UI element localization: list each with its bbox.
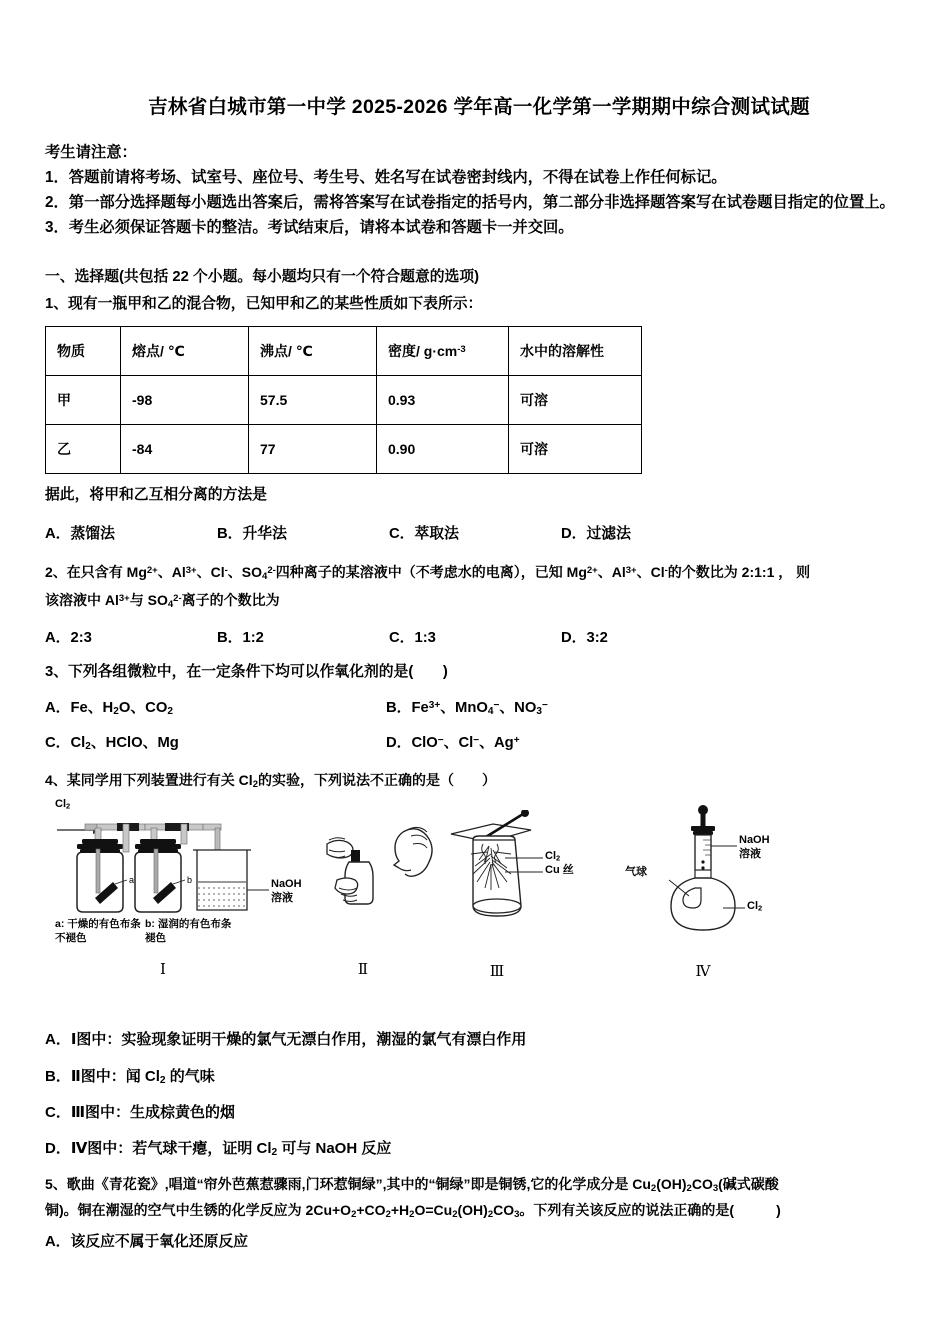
q3-option-row-2: [45, 726, 913, 761]
figure-4-naoh-label: [739, 834, 770, 862]
solution-text: 溶液: [271, 892, 293, 905]
q2-text: 四种离子的某溶液中（不考虑水的电离），已知 Mg: [275, 564, 587, 581]
cl2-text: Cl: [545, 850, 556, 863]
properties-table: [45, 326, 642, 474]
q5-sub: 2: [351, 1208, 357, 1220]
q3-text: 、NO: [499, 700, 537, 717]
q5-text: (碱式碳酸: [718, 1175, 779, 1192]
q2-sup: -: [664, 565, 668, 577]
q3-sub: 4: [487, 706, 494, 718]
table-row: [46, 376, 642, 425]
q5-sub: 2: [686, 1182, 692, 1194]
figure-4-cl2-label: [747, 900, 762, 914]
page-content: [45, 96, 913, 1259]
q3-sup: −: [473, 734, 480, 746]
roman-4: Ⅳ: [695, 964, 711, 981]
question-2-stem-line1: [45, 559, 913, 587]
q4-text: 4、某同学用下列装置进行有关 Cl: [45, 771, 253, 788]
cl2-label-text: Cl: [55, 798, 66, 811]
q4-sub: 2: [159, 1075, 166, 1087]
q4-sub: 2: [252, 778, 258, 790]
option-b[interactable]: B．1:2: [217, 630, 264, 647]
question-4-stem: [45, 767, 913, 795]
cl2-sub: 2: [758, 904, 763, 914]
figure-4-svg: [625, 804, 815, 932]
q3-text: 、Cl: [443, 735, 474, 752]
option-a[interactable]: A．Ⅰ图中：实验现象证明干燥的氯气无漂白作用，潮湿的氯气有漂白作用: [45, 1031, 527, 1049]
figure-1-naoh-label: [271, 878, 302, 906]
q5-text: 铜)。铜在潮湿的空气中生锈的化学反应为 2Cu+O: [45, 1201, 352, 1218]
q5-sub: 2: [409, 1208, 415, 1220]
q5-text: 。下列有关该反应的说法正确的是( ): [519, 1201, 781, 1218]
option-c[interactable]: [45, 726, 386, 761]
figure-4-flask-with-balloon: [625, 804, 815, 981]
figure-3-svg: [445, 810, 625, 930]
naoh-text: NaOH: [739, 834, 770, 847]
th-solubility: 水中的溶解性: [509, 327, 642, 376]
q3-sub: 3: [536, 706, 542, 718]
q5-text: CO: [493, 1201, 515, 1218]
q3-text: C．Cl: [45, 735, 86, 752]
q5-sub: 2: [452, 1208, 458, 1220]
cell-melting-point: -84: [121, 425, 249, 474]
q5-sub: 2: [385, 1208, 391, 1220]
cell-boiling-point: 77: [249, 425, 377, 474]
q3-sub: 2: [167, 706, 173, 718]
question-1-tail: 据此，将甲和乙互相分离的方法是: [45, 487, 267, 504]
svg-text:a: a: [129, 875, 135, 886]
q3-text: D．ClO: [386, 735, 438, 752]
q3-sup: −: [437, 734, 444, 746]
q4-text: 可与 NaOH 反应: [277, 1140, 392, 1158]
q4-text: D．Ⅳ图中：若气球干瘪，证明 Cl: [45, 1140, 272, 1158]
q2-text: 、Cl: [196, 564, 225, 581]
option-a[interactable]: A．蒸馏法: [45, 526, 115, 543]
option-d[interactable]: D．3:2: [561, 630, 608, 647]
roman-3: Ⅲ: [489, 964, 505, 981]
q3-sup: −: [493, 700, 500, 712]
cell-solubility: 可溶: [509, 425, 642, 474]
q2-sup: 3+: [185, 565, 197, 577]
q2-text: 、Cl: [636, 564, 665, 581]
question-3-stem: 3、下列各组微粒中，在一定条件下均可以作氧化剂的是( ): [45, 664, 448, 681]
question-1-options: [45, 522, 913, 543]
q3-text: 、HClO、Mg: [90, 735, 179, 752]
figure-2-smelling-gas: [325, 814, 445, 979]
q4-sub: 2: [271, 1147, 278, 1159]
notice-heading: 考生请注意：: [45, 144, 137, 162]
q2-text: 的个数比为 2:1:1 ， 则: [667, 564, 811, 581]
q5-sub: 2: [487, 1208, 494, 1220]
option-d[interactable]: [386, 726, 520, 761]
q2-sub: 4: [262, 571, 268, 583]
q2-sup: 2-: [267, 565, 276, 577]
q3-text: 、Ag: [479, 735, 514, 752]
q5-text: +CO: [356, 1201, 386, 1218]
balloon-text: 气球: [625, 866, 647, 879]
q5-text: (OH): [656, 1175, 687, 1192]
caption-a-text: a: 干燥的有色布条不褪色: [55, 918, 141, 945]
question-3-options: [45, 691, 913, 761]
figure-3-cu-label: [545, 864, 574, 878]
figure-3-copper-in-chlorine: [445, 810, 625, 981]
q2-text: 、Al: [157, 564, 186, 581]
q4-text: 的实验，下列说法不正确的是（ ）: [257, 771, 496, 788]
notice-item-1: 1．答题前请将考场、试室号、座位号、考生号、姓名写在试卷密封线内，不得在试卷上作任何标记。: [45, 169, 727, 187]
cl2-text: Cl: [747, 900, 758, 913]
question-5-option-a[interactable]: A．该反应不属于氧化还原反应: [45, 1234, 249, 1251]
option-c[interactable]: C．1:3: [389, 630, 436, 647]
figure-4-roman-label: [683, 962, 723, 981]
question-5-stem-line2: [45, 1198, 913, 1224]
q5-text: CO: [691, 1175, 713, 1192]
candidate-notice: [45, 141, 913, 240]
th-density-text: 密度/ g·cm: [388, 342, 458, 359]
q5-text: +H: [390, 1201, 410, 1218]
cl2-sub: 2: [556, 854, 561, 864]
option-d[interactable]: [45, 1131, 913, 1167]
figure-2-svg: [325, 814, 445, 924]
cell-density: 0.90: [377, 425, 509, 474]
q5-text: O=Cu: [414, 1201, 453, 1218]
figure-2-roman-label: [343, 960, 383, 979]
figure-1-caption-b: [145, 918, 233, 945]
figure-1-gas-inlet-label: [55, 798, 70, 812]
option-a[interactable]: [45, 691, 386, 726]
figure-4-balloon-label: [625, 866, 647, 880]
question-1-stem: 1、现有一瓶甲和乙的混合物，已知甲和乙的某些性质如下表所示：: [45, 296, 483, 313]
cell-substance: 甲: [46, 376, 121, 425]
q5-text: (OH): [457, 1201, 488, 1218]
q3-sup: −: [541, 700, 548, 712]
q2-sup: 2+: [146, 565, 158, 577]
th-density: [377, 327, 509, 376]
q5-sub: 3: [514, 1208, 520, 1220]
section-heading: 一、选择题(共包括 22 个小题。每小题均只有一个符合题意的选项): [45, 269, 480, 286]
q2-sup: -: [224, 565, 228, 577]
q3-sup: 3+: [428, 700, 441, 712]
question-4-figure-group: [45, 798, 913, 981]
option-c[interactable]: C．萃取法: [389, 526, 459, 543]
svg-text:b: b: [187, 875, 193, 886]
caption-b-text: b: 湿润的有色布条褪色: [145, 918, 232, 945]
naoh-text: NaOH: [271, 878, 302, 891]
notice-item-3: 3．考生必须保证答题卡的整洁。考试结束后，请将本试卷和答题卡一并交回。: [45, 218, 574, 236]
figure-3-roman-label: [477, 962, 517, 981]
q4-text: 的气味: [165, 1067, 215, 1085]
figure-3-cl2-label: [545, 850, 560, 864]
q5-text: 5、歌曲《青花瓷》,唱道“帘外芭蕉惹骤雨,门环惹铜绿”,其中的“铜绿”即是铜锈,它的化学成分是 Cu: [45, 1175, 651, 1192]
q3-text: O、CO: [118, 700, 168, 717]
cell-melting-point: -98: [121, 376, 249, 425]
option-c[interactable]: C．Ⅲ图中：生成棕黄色的烟: [45, 1104, 236, 1122]
q3-option-row-1: [45, 691, 913, 726]
figure-1-gas-washing-setup: [55, 798, 305, 979]
q4-text: B．Ⅱ图中：闻 Cl: [45, 1067, 160, 1085]
q2-text: 与 SO: [129, 591, 168, 608]
question-2-stem-line2: [45, 587, 913, 615]
q2-sub: 4: [167, 598, 174, 610]
figure-1-svg: [55, 802, 305, 922]
page-title: 吉林省白城市第一中学 2025-2026 学年高一化学第一学期期中综合测试试题: [148, 96, 810, 118]
cell-density: 0.93: [377, 376, 509, 425]
q2-sup: 2+: [586, 565, 598, 577]
table-header-row: [46, 327, 642, 376]
th-boiling-point: 沸点/ ℃: [249, 327, 377, 376]
th-substance: 物质: [46, 327, 121, 376]
table-row: [46, 425, 642, 474]
cell-boiling-point: 57.5: [249, 376, 377, 425]
q5-sub: 3: [712, 1182, 719, 1194]
q3-text: 、MnO: [440, 700, 488, 717]
q2-sup: 3+: [625, 565, 637, 577]
solution-text: 溶液: [739, 848, 761, 861]
cu-text: Cu 丝: [545, 864, 574, 877]
q2-sup: 2-: [173, 592, 182, 604]
q3-sub: 2: [113, 706, 119, 718]
q2-text: 离子的个数比为: [181, 591, 280, 608]
cell-substance: 乙: [46, 425, 121, 474]
option-b[interactable]: [386, 691, 548, 726]
question-5-stem-line1: [45, 1172, 913, 1198]
option-b[interactable]: B．升华法: [217, 526, 287, 543]
notice-item-2: 2．第一部分选择题每小题选出答案后，需将答案写在试卷指定的括号内，第二部分非选择题答案写在试卷题目指定的位置上。: [45, 193, 895, 211]
q2-text: 、Al: [597, 564, 626, 581]
q3-text: A．Fe、H: [45, 700, 114, 717]
q2-text: 该溶液中 Al: [45, 591, 119, 608]
q5-sub: 2: [650, 1182, 657, 1194]
q3-text: B．Fe: [386, 700, 429, 717]
cl2-label-sub: 2: [66, 802, 71, 812]
question-2-options: [45, 626, 913, 647]
option-a[interactable]: A．2:3: [45, 630, 92, 647]
option-b[interactable]: [45, 1059, 913, 1095]
th-melting-point: 熔点/ ℃: [121, 327, 249, 376]
roman-2: Ⅱ: [357, 962, 369, 979]
q2-sup: 3+: [118, 592, 130, 604]
cell-solubility: 可溶: [509, 376, 642, 425]
option-d[interactable]: D．过滤法: [561, 526, 631, 543]
question-4-options: [45, 1022, 913, 1167]
figure-1-roman-label: [143, 960, 183, 979]
q3-sup: +: [513, 734, 520, 746]
roman-1: Ⅰ: [160, 962, 166, 979]
figure-1-caption-a: [55, 918, 143, 945]
th-density-exponent: -3: [457, 343, 466, 355]
q3-sub: 2: [85, 741, 91, 753]
q2-text: 、SO: [227, 564, 263, 581]
q2-text: 2、在只含有 Mg: [45, 564, 147, 581]
